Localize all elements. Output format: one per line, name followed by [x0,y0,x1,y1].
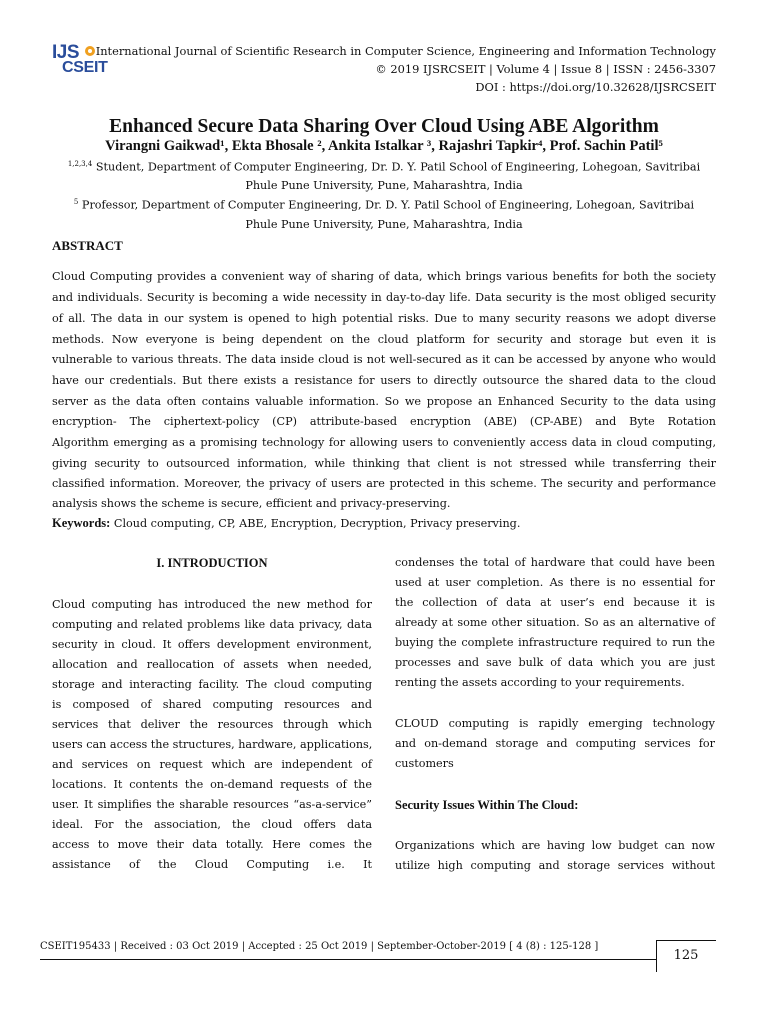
affiliation-2-line-b: Phule Pune University, Pune, Maharashtra, India [245,218,523,231]
logo-text-bottom: CSEIT [62,59,108,76]
intro-left-line: users can access the structures, hardware, applications, [52,738,373,751]
affiliation-1-line-a: Student, Department of Computer Engineering, Dr. D. Y. Patil School of Engineering, Lohegoan, Savitribai [92,160,701,174]
intro-right-line: already at some other situation. So as an alternative of [395,616,715,629]
abstract-line: vulnerable to various threats. The data inside cloud is not well-secured as it can be accessed by anyone who would [52,353,716,366]
intro-right-line: and on-demand storage and computing services for [395,737,715,750]
abstract-line: Cloud Computing provides a convenient way of sharing of data, which brings various benefits for both the society [52,270,716,283]
abstract-line: analysis shows the scheme is secure, efficient and privacy-preserving. [52,497,451,510]
affiliation-1-sup: 1,2,3,4 [67,160,93,168]
abstract-line: of all. The data in our system is opened to high potential risks. Due to many security reasons we adopt diverse [52,312,716,325]
abstract-line: have our credentials. But there exists a resistance for users to directly outsource the shared data to the cloud [52,374,716,387]
abstract-line: Algorithm emerging as a promising technology for allowing users to conveniently access data in cloud computing, [52,436,716,449]
intro-right-line: Organizations which are having low budget can now [395,839,715,852]
intro-left-line: is composed of shared computing resources and [52,698,372,711]
intro-left-line: Cloud computing has introduced the new method for [52,598,372,611]
intro-left-line: and services on request which are independent of [52,758,372,771]
intro-left-line: access to move their data totally. Here comes the [52,838,372,851]
intro-left-line: security in cloud. It offers development environment, [52,638,372,651]
intro-left-line: user. It simplifies the sharable resources “as-a-service” [52,798,372,811]
paper-title: Enhanced Secure Data Sharing Over Cloud Using ABE Algorithm [109,116,659,137]
security-issues-heading: Security Issues Within The Cloud: [395,798,579,812]
abstract-heading: ABSTRACT [52,238,123,253]
intro-left-line: ideal. For the association, the cloud offers data [52,818,372,831]
journal-doi: DOI : https://doi.org/10.32628/IJSRCSEIT [475,80,716,94]
intro-right-line: buying the complete infrastructure required to run the [395,636,715,649]
abstract-line: classified information. Moreover, the privacy of users are protected in this scheme. The security and performance [52,477,716,490]
intro-right-line: processes and save bulk of data which you are just [395,656,715,669]
logo-text-top: IJS [52,42,80,63]
footer-rule [40,959,656,960]
intro-right-line: CLOUD computing is rapidly emerging technology [395,717,715,730]
footer-citation: CSEIT195433 | Received : 03 Oct 2019 | Accepted : 25 Oct 2019 | September-October-2019 [ 4 (8) : 125-128 ] [40,941,599,952]
intro-left-line: storage and interacting facility. The cloud computing [52,678,372,691]
intro-left-line: locations. It contents the on-demand requests of the [52,778,372,791]
intro-right-line: renting the assets according to your requirements. [395,676,685,689]
paper-authors: Virangni Gaikwad¹, Ekta Bhosale ², Ankita Istalkar ³, Rajashri Tapkir⁴, Prof. Sachin Patil⁵ [105,138,663,154]
affiliation-1-line-b: Phule Pune University, Pune, Maharashtra, India [245,179,523,192]
affiliation-1 [0,160,768,174]
affiliation-2-line-a: Professor, Department of Computer Engineering, Dr. D. Y. Patil School of Engineering, Lohegoan, Savitribai [78,198,695,212]
keywords-text: Cloud computing, CP, ABE, Encryption, Decryption, Privacy preserving. [110,517,521,530]
affiliation-2-sup: 5 [73,198,79,206]
logo-ring-icon [85,46,95,56]
intro-right-line: utilize high computing and storage services without [395,859,715,872]
abstract-line: giving security to outsourced information, while thinking that client is not stressed while transferring their [52,457,716,470]
keywords [52,516,520,531]
journal-name: International Journal of Scientific Research in Computer Science, Engineering and Information Technology [95,44,716,58]
intro-right-line: customers [395,757,454,770]
intro-left-line: computing and related problems like data privacy, data [52,618,372,631]
intro-left-line: allocation and reallocation of assets when needed, [52,658,372,671]
abstract-line: encryption- The ciphertext-policy (CP) attribute-based encryption (ABE) (CP-ABE) and Byte Rotation [52,415,716,428]
journal-issue: © 2019 IJSRCSEIT | Volume 4 | Issue 8 | ISSN : 2456-3307 [375,62,716,76]
intro-left-line: services that deliver the resources through which [52,718,372,731]
introduction-heading: I. INTRODUCTION [156,556,268,570]
abstract-line: server as the data often contains valuable information. So we propose an Enhanced Security to the data using [52,395,716,408]
abstract-line: and individuals. Security is becoming a wide necessity in day-to-day life. Data security is the most obliged security [52,291,716,304]
keywords-label: Keywords: [52,516,111,530]
intro-right-line: used at user completion. As there is no essential for [395,576,715,589]
intro-right-line: the collection of data at user’s end because it is [395,596,715,609]
page-number: 125 [673,948,699,963]
intro-right-line: condenses the total of hardware that could have been [395,556,715,569]
abstract-line: methods. Now everyone is being dependent on the cloud platform for security and storage but even it is [52,333,716,346]
intro-left-line: assistance of the Cloud Computing i.e. It [52,858,372,871]
affiliation-2 [0,198,768,212]
